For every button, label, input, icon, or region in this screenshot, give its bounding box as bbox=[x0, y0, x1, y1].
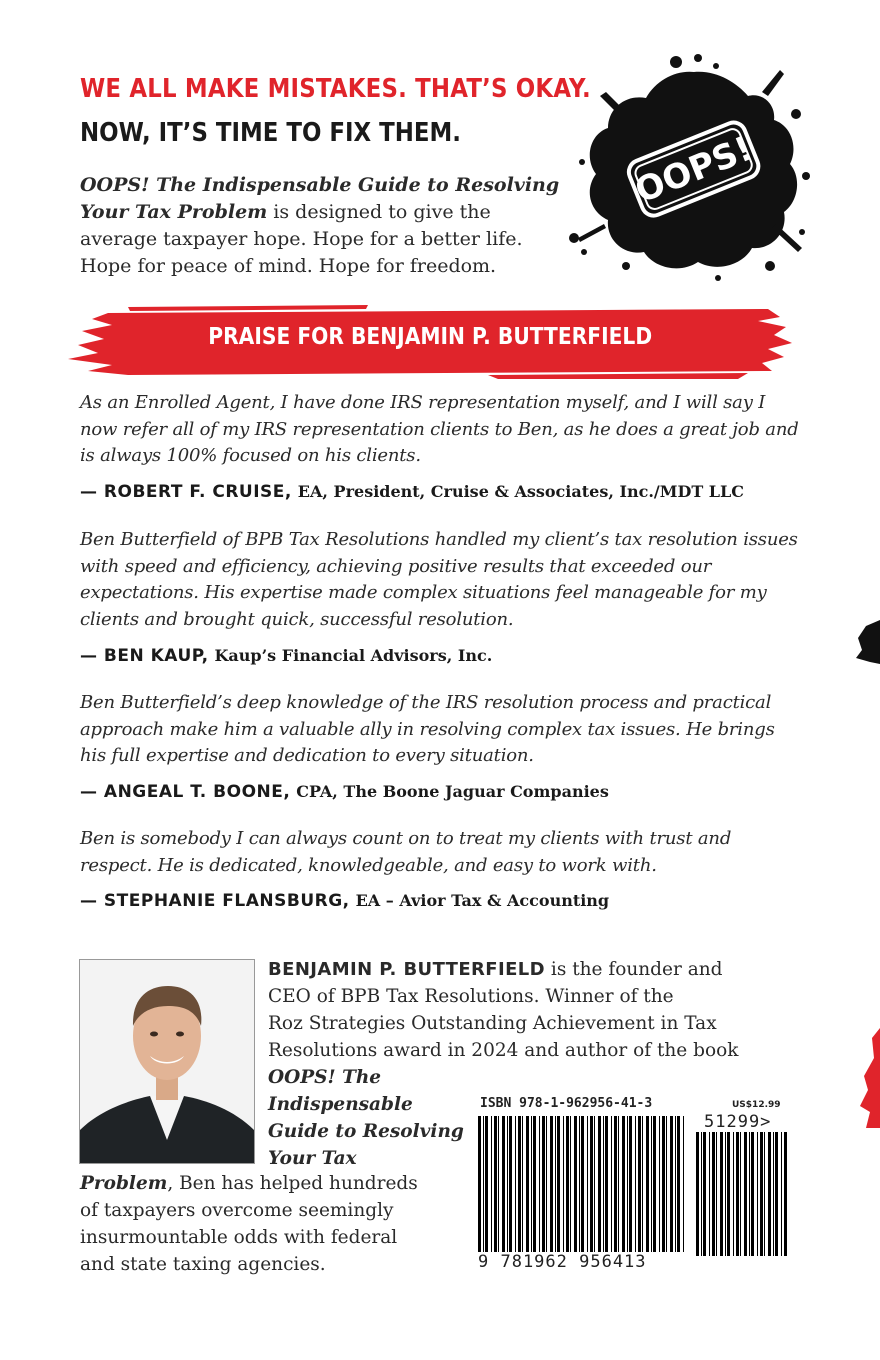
headline-red: WE ALL MAKE MISTAKES. THAT’S OKAY. bbox=[80, 74, 591, 104]
praise-banner-title: PRAISE FOR BENJAMIN P. BUTTERFIELD bbox=[208, 324, 652, 350]
testimonial-quote-3: Ben Butterfield’s deep knowledge of the IRS resolution process and practical approach make him a valuable ally in resolving complex tax issues. He brings his full expertise and dedication to every situation. bbox=[80, 692, 775, 766]
testimonial-attribution-4 bbox=[80, 891, 609, 911]
bio-top-lines: BENJAMIN P. BUTTERFIELD is the founder and CEO of BPB Tax Resolutions. Winner of the Roz Strategies Outstanding Achievement in Tax Resolutions award in 2024 and author of the book bbox=[268, 959, 739, 1061]
oops-splat-logo bbox=[566, 52, 816, 282]
isbn-barcode bbox=[478, 1096, 808, 1276]
intro-book-title: OOPS! The Indispensable Guide to Resolving Your Tax Problem bbox=[80, 174, 560, 223]
bio-name: BENJAMIN P. BUTTERFIELD bbox=[268, 959, 546, 980]
testimonial-quote-2: Ben Butterfield of BPB Tax Resolutions handled my client’s tax resolution issues with speed and efficiency, achieving positive results that exceeded our expectations. His expertise made complex situations feel manageable for my clients and brought quick, successful resolution. bbox=[80, 529, 798, 630]
testimonial-name: — BEN KAUP, bbox=[80, 646, 209, 666]
testimonial-attribution-2 bbox=[80, 646, 492, 666]
testimonial-name: — STEPHANIE FLANSBURG, bbox=[80, 891, 350, 911]
author-photo bbox=[79, 959, 255, 1164]
edge-red-mark bbox=[860, 1028, 880, 1128]
testimonial-affiliation: EA – Avior Tax & Accounting bbox=[355, 891, 610, 910]
isbn-label: ISBN 978-1-962956-41-3 bbox=[480, 1096, 653, 1111]
addon-digits: 51299> bbox=[704, 1112, 772, 1132]
price-label: US$12.99 bbox=[732, 1100, 781, 1110]
testimonial-name: — ANGEAL T. BOONE, bbox=[80, 782, 291, 802]
bio-book-title: OOPS! The Indispensable Guide to Resolving Your Tax bbox=[268, 1067, 464, 1169]
intro-paragraph bbox=[80, 172, 560, 280]
testimonial-affiliation: Kaup’s Financial Advisors, Inc. bbox=[214, 646, 493, 665]
oops-stamp-text: OOPS! bbox=[629, 128, 759, 212]
edge-ink-mark bbox=[856, 620, 880, 664]
addon-barcode-bars bbox=[696, 1132, 788, 1256]
headline-black: NOW, IT’S TIME TO FIX THEM. bbox=[80, 118, 461, 148]
main-barcode-bars bbox=[478, 1116, 684, 1256]
testimonial-name: — ROBERT F. CRUISE, bbox=[80, 482, 292, 502]
testimonial-attribution-3 bbox=[80, 782, 609, 802]
barcode-digits: 9 781962 956413 bbox=[478, 1252, 647, 1272]
testimonial-quote-4: Ben is somebody I can always count on to treat my clients with trust and respect. He is dedicated, knowledgeable, and easy to work with. bbox=[80, 828, 732, 876]
testimonial-attribution-1 bbox=[80, 482, 744, 502]
bio-bottom-lines: Problem, Ben has helped hundreds of taxpayers overcome seemingly insurmountable odds with federal and state taxing agencies. bbox=[80, 1173, 418, 1275]
intro-text: is designed to give the average taxpayer hope. Hope for a better life. Hope for peace of mind. Hope for freedom. bbox=[80, 201, 523, 277]
testimonial-affiliation: EA, President, Cruise & Associates, Inc./MDT LLC bbox=[297, 482, 745, 501]
testimonial-affiliation: CPA, The Boone Jaguar Companies bbox=[296, 782, 609, 801]
testimonial-quote-1: As an Enrolled Agent, I have done IRS representation myself, and I will say I now refer all of my IRS representation clients to Ben, as he does a great job and is always 100% focused on his clients. bbox=[80, 392, 799, 466]
